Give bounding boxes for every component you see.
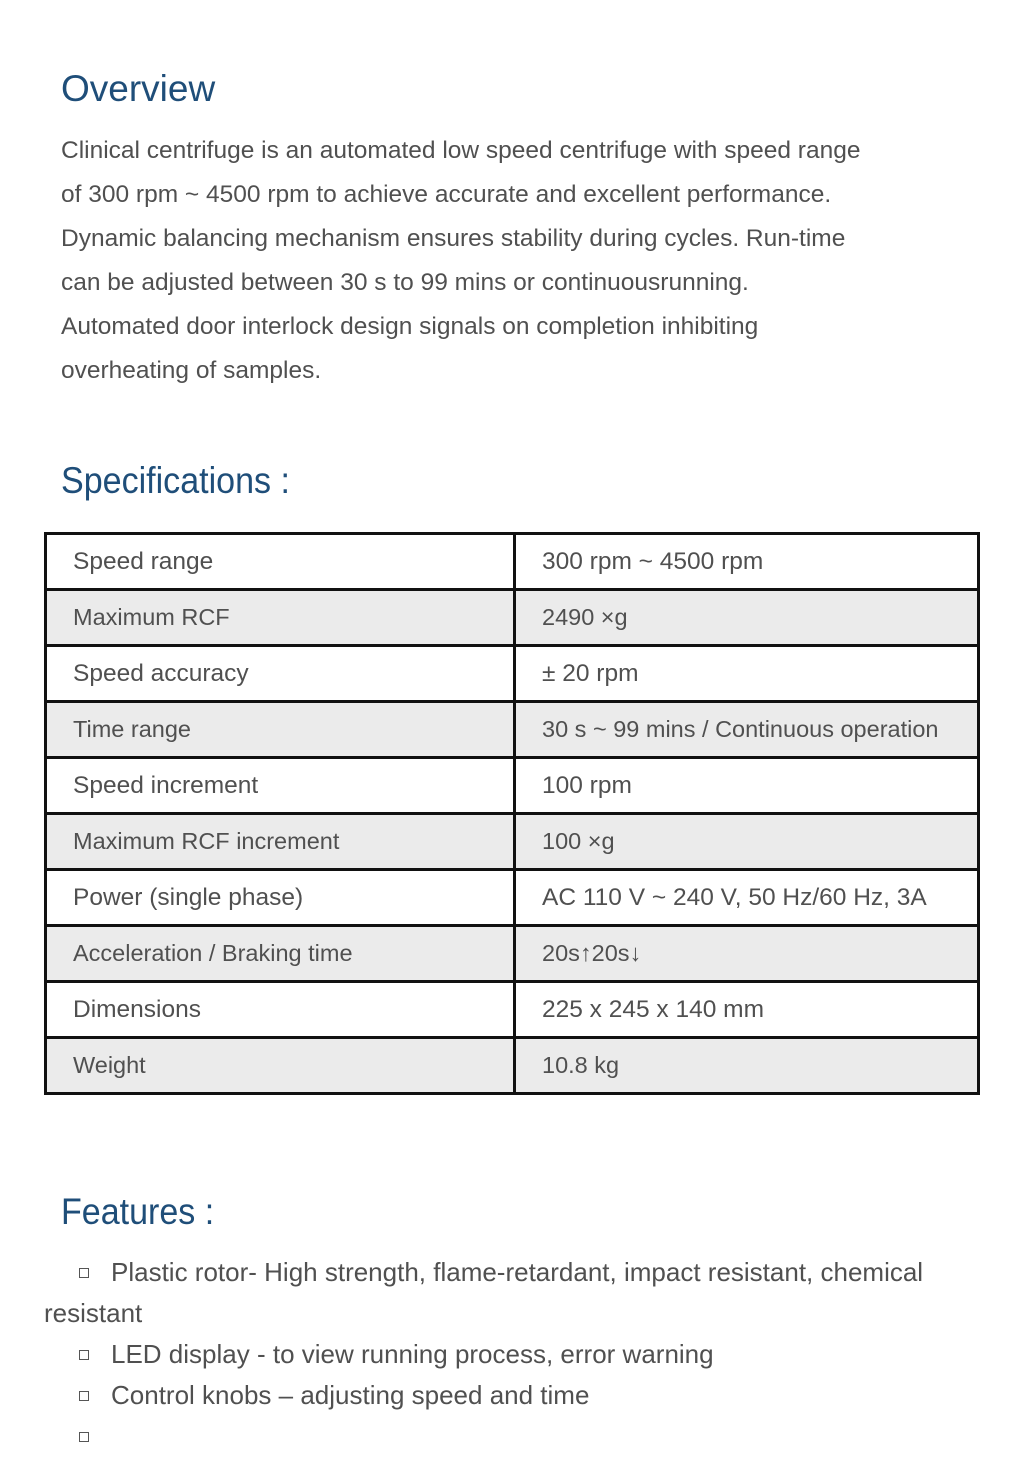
spec-value: 20s↑20s↓ [515,926,979,982]
features-list [44,1252,984,1457]
overview-line: Dynamic balancing mechanism ensures stability during cycles. Run-time [61,225,846,252]
list-item [44,1334,984,1375]
spec-value: 2490 ×g [515,590,979,646]
square-bullet-icon [79,1391,89,1401]
spec-value: 10.8 kg [515,1038,979,1094]
spec-value: 300 rpm ~ 4500 rpm [515,534,979,590]
table-row [46,534,979,590]
overview-line: can be adjusted between 30 s to 99 mins or continuousrunning. [61,269,749,296]
overview-line: overheating of samples. [61,357,322,384]
spec-label: Dimensions [46,982,515,1038]
table-row [46,982,979,1038]
spec-label: Speed increment [46,758,515,814]
table-row [46,702,979,758]
feature-text: Control knobs – adjusting speed and time [111,1380,590,1410]
spec-label: Acceleration / Braking time [46,926,515,982]
spec-value: 100 rpm [515,758,979,814]
spec-value: AC 110 V ~ 240 V, 50 Hz/60 Hz, 3A [515,870,979,926]
square-bullet-icon [79,1350,89,1360]
table-row [46,590,979,646]
overview-heading: Overview [61,68,216,109]
specifications-table [44,532,980,1095]
overview-line: Clinical centrifuge is an automated low speed centrifuge with speed range [61,137,861,164]
specifications-heading: Specifications : [61,460,290,501]
features-heading: Features : [61,1191,215,1232]
list-item [44,1252,984,1334]
spec-label: Speed range [46,534,515,590]
spec-label: Power (single phase) [46,870,515,926]
list-item [44,1375,984,1416]
spec-label: Maximum RCF [46,590,515,646]
table-row [46,1038,979,1094]
spec-label: Weight [46,1038,515,1094]
spec-label: Speed accuracy [46,646,515,702]
spec-value: ± 20 rpm [515,646,979,702]
spec-label: Maximum RCF increment [46,814,515,870]
spec-label: Time range [46,702,515,758]
table-row [46,870,979,926]
table-row [46,926,979,982]
feature-text: LED display - to view running process, error warning [111,1339,714,1369]
table-row [46,646,979,702]
spec-value: 100 ×g [515,814,979,870]
table-row [46,758,979,814]
table-row [46,814,979,870]
spec-value: 225 x 245 x 140 mm [515,982,979,1038]
spec-value: 30 s ~ 99 mins / Continuous operation [515,702,979,758]
overview-line: Automated door interlock design signals on completion inhibiting [61,313,759,340]
square-bullet-icon [79,1432,89,1442]
feature-text: Plastic rotor- High strength, flame-retardant, impact resistant, chemical resistant [44,1257,924,1328]
list-item [44,1416,984,1457]
overview-paragraph [61,129,981,393]
overview-line: of 300 rpm ~ 4500 rpm to achieve accurate and excellent performance. [61,181,832,208]
square-bullet-icon [79,1268,89,1278]
